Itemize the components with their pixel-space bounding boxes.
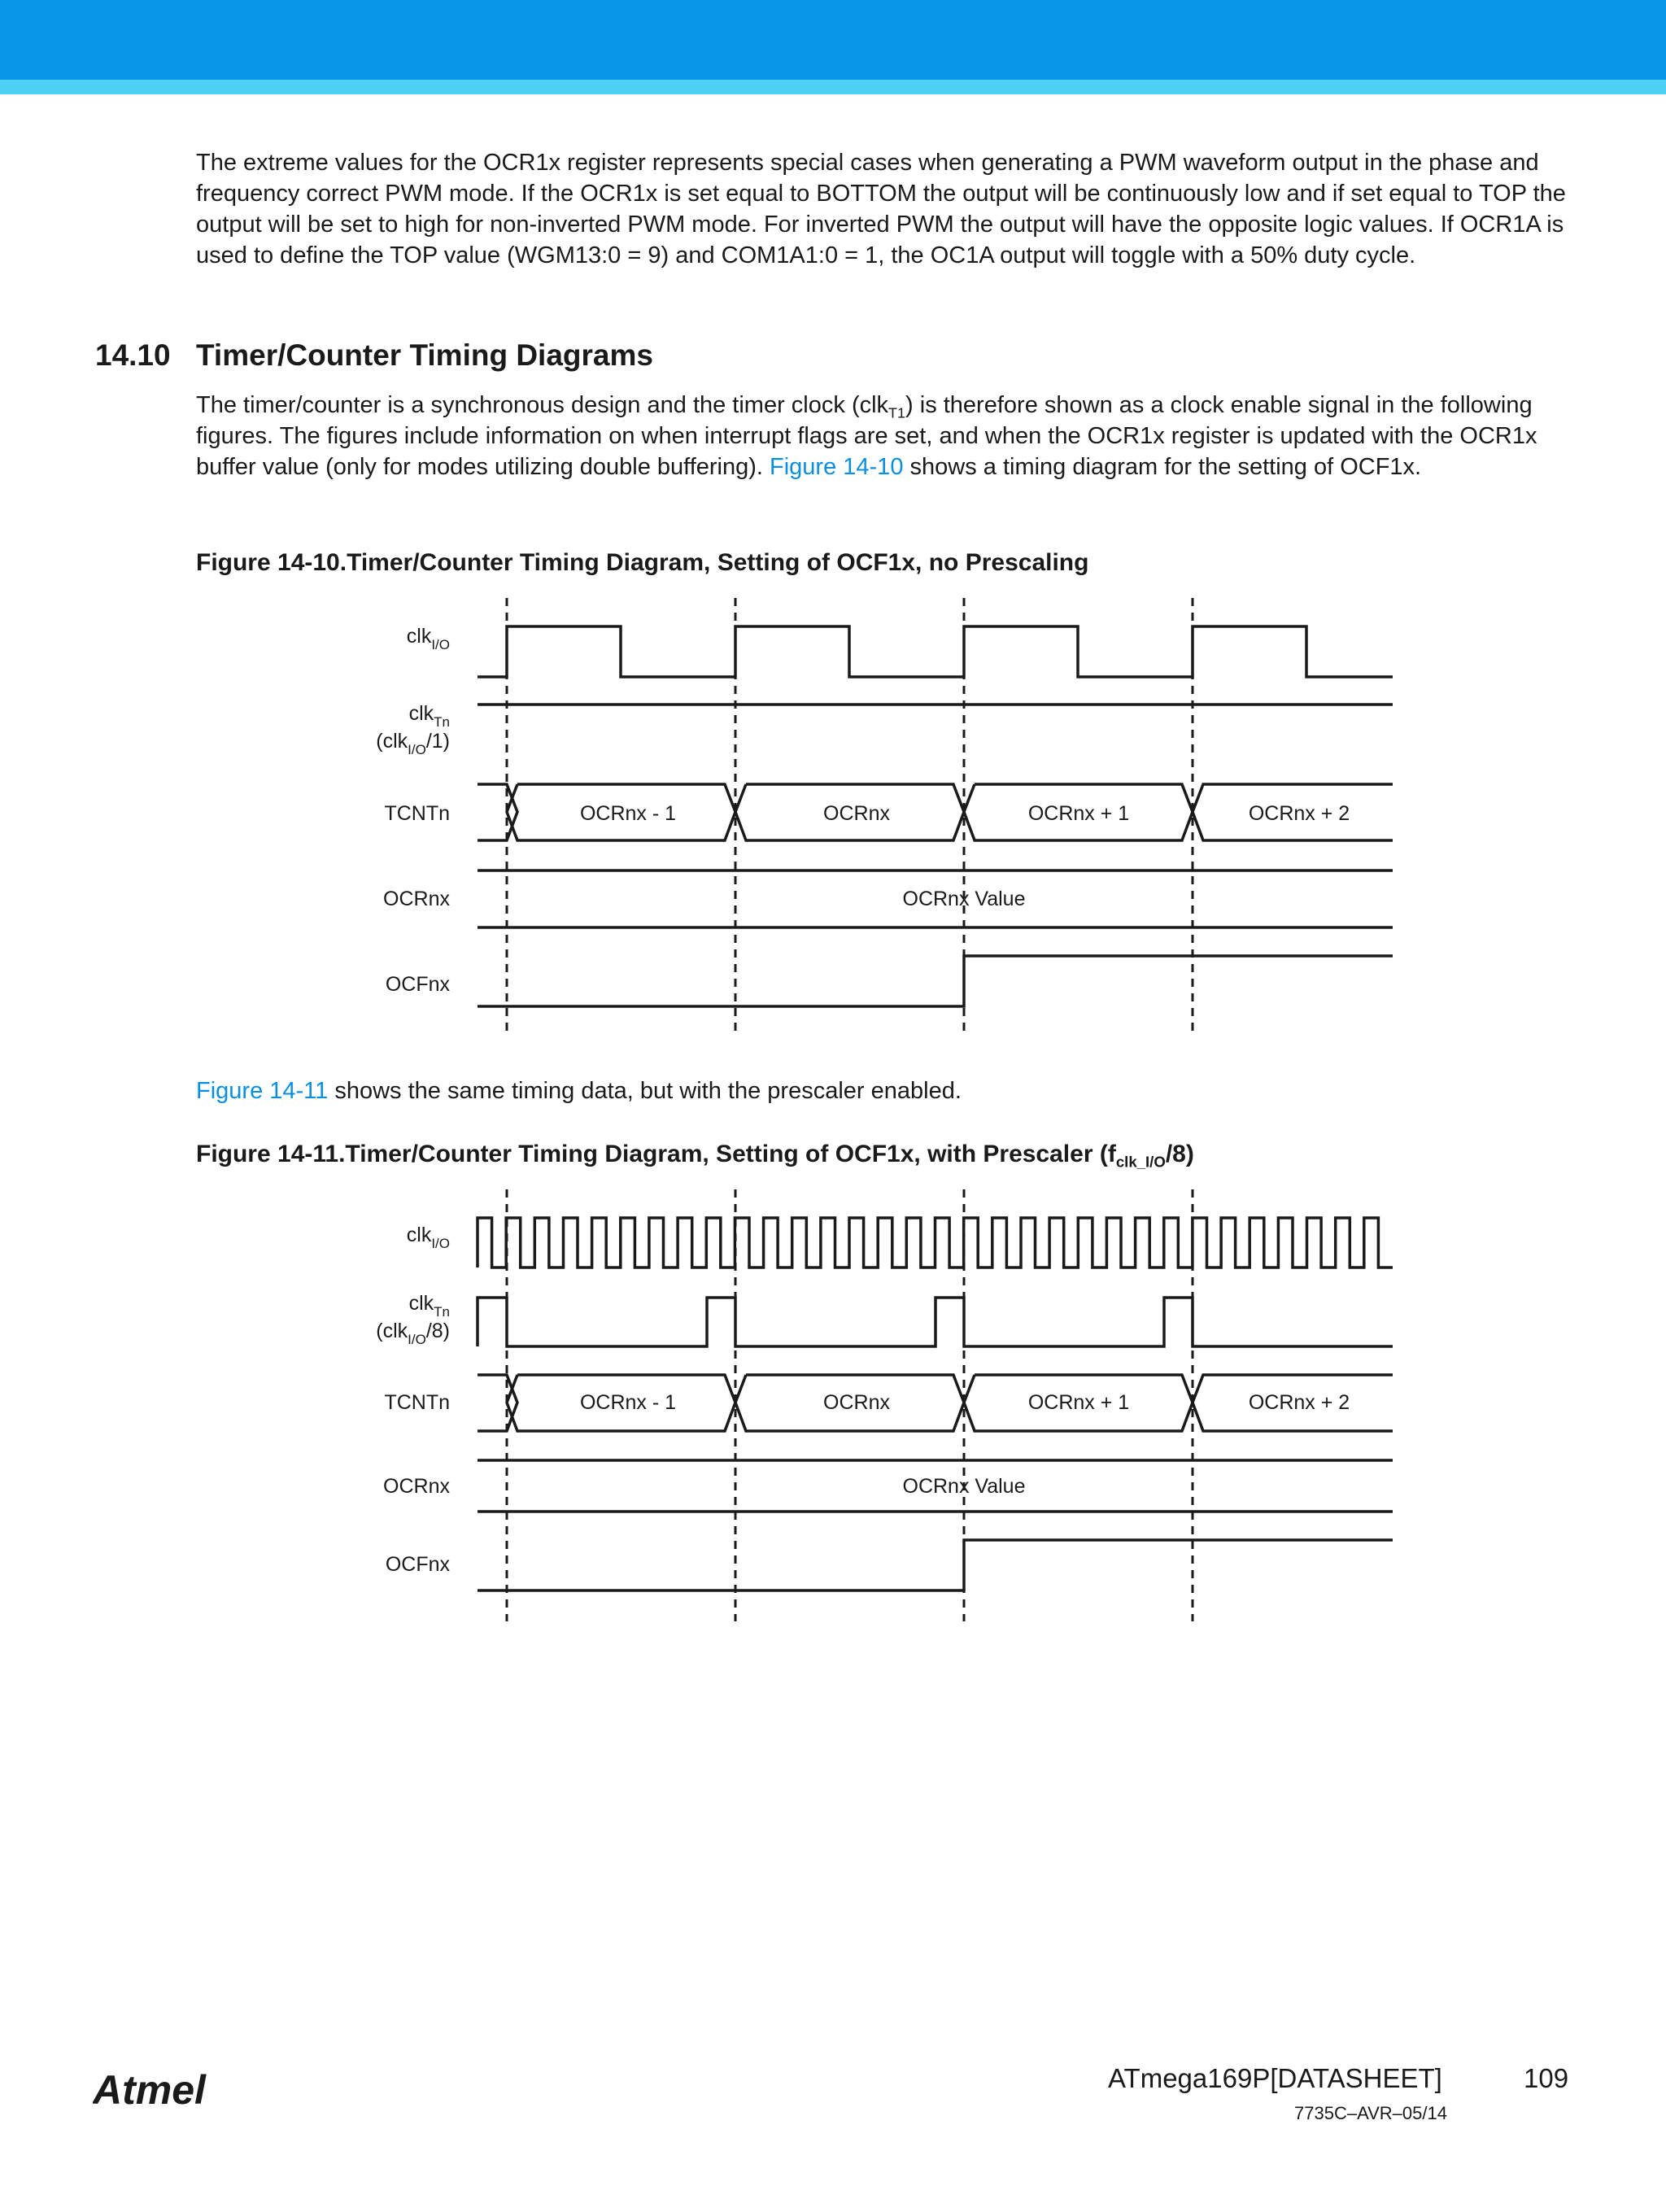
- ocf-waveform: [478, 1540, 1393, 1590]
- page-number: 109: [1524, 2063, 1569, 2093]
- timing-diagram-14-11: [0, 1139, 1666, 1643]
- signal-label-tcnt: TCNTn: [384, 1391, 450, 1414]
- signal-label-ocf: OCFnx: [385, 1553, 450, 1576]
- tcnt-value-3: OCRnx + 1: [1027, 1391, 1130, 1414]
- clk-tn-waveform: [478, 1298, 1393, 1346]
- document-code: 7735C–AVR–05/14: [1294, 2103, 1447, 2123]
- signal-label-tcnt: TCNTn: [384, 802, 450, 825]
- ocf-waveform: [478, 956, 1393, 1006]
- clk-io-waveform: [478, 1218, 1393, 1267]
- tcnt-value-1: OCRnx - 1: [579, 1391, 677, 1414]
- tcnt-value-2: OCRnx: [823, 802, 890, 825]
- signal-label-ocr: OCRnx: [383, 888, 450, 910]
- ocr-value: OCRnx Value: [902, 1475, 1026, 1498]
- tcnt-value-4: OCRnx + 2: [1248, 1391, 1350, 1414]
- figure-14-10-caption: Figure 14-10.Timer/Counter Timing Diagram, Setting of OCF1x, no Prescaling: [196, 549, 1089, 576]
- section-paragraph: The timer/counter is a synchronous design and the timer clock (clk$_{T1}$) is therefore shown as a clock enable signal in the following figures. The figures include information on when interrupt flags are set, and when the OCR1x register is updated with the OCR1x buffer value (only for modes utilizing double buffering). Figure 14-10 shows a timing diagram for the setting of OCF1x.: [196, 392, 1537, 480]
- signal-label-clk-tn-divider: (clk$_{I/O}$/1): [376, 730, 450, 757]
- clk-io-waveform: [478, 626, 1393, 677]
- timing-diagram-14-10: [0, 0, 1666, 1058]
- section-title: Timer/Counter Timing Diagrams: [196, 338, 653, 372]
- signal-label-clk-tn: clk$_{Tn}$: [408, 702, 450, 730]
- signal-label-clk-tn: clk$_{Tn}$: [408, 1292, 450, 1320]
- atmel-logo: [93, 2066, 242, 2115]
- signal-label-clk-io: clk$_{I/O}$: [406, 625, 450, 652]
- signal-label-clk-io: clk$_{I/O}$: [406, 1224, 450, 1251]
- signal-label-ocr: OCRnx: [383, 1475, 450, 1498]
- signal-label-ocf: OCFnx: [385, 973, 450, 996]
- figure-14-11-caption: Figure 14-11.Timer/Counter Timing Diagram, Setting of OCF1x, with Prescaler $(f_{clk\_I/O}/8)$: [196, 1141, 1194, 1171]
- svg-text:Atmel: Atmel: [93, 2067, 206, 2113]
- ocr-value: OCRnx Value: [902, 888, 1026, 910]
- figure-14-11-link[interactable]: Figure 14-11: [196, 1078, 329, 1104]
- intro-paragraph: The extreme values for the OCR1x register represents special cases when generating a PWM waveform output in the phase and frequency correct PWM mode. If the OCR1x is set equal to BOTTOM the output will be continuously low and if set equal to TOP the output will be set to high for non-inverted PWM mode. For inverted PWM the output will have the opposite logic values. If OCR1A is used to define the TOP value (WGM13:0 = 9) and COM1A1:0 = 1, the OC1A output will toggle with a 50% duty cycle.: [196, 150, 1566, 268]
- tcnt-value-1: OCRnx - 1: [579, 802, 677, 825]
- tcnt-value-4: OCRnx + 2: [1248, 802, 1350, 825]
- document-title: ATmega169P[DATASHEET]: [1108, 2063, 1442, 2093]
- signal-label-clk-tn-divider: (clk$_{I/O}$/8): [376, 1320, 450, 1347]
- figure-14-10-link[interactable]: Figure 14-10: [770, 454, 904, 480]
- section-number: 14.10: [95, 338, 171, 372]
- between-paragraph: Figure 14-11 shows the same timing data, but with the prescaler enabled.: [196, 1078, 962, 1104]
- tcnt-value-2: OCRnx: [823, 1391, 890, 1414]
- tcnt-value-3: OCRnx + 1: [1027, 802, 1130, 825]
